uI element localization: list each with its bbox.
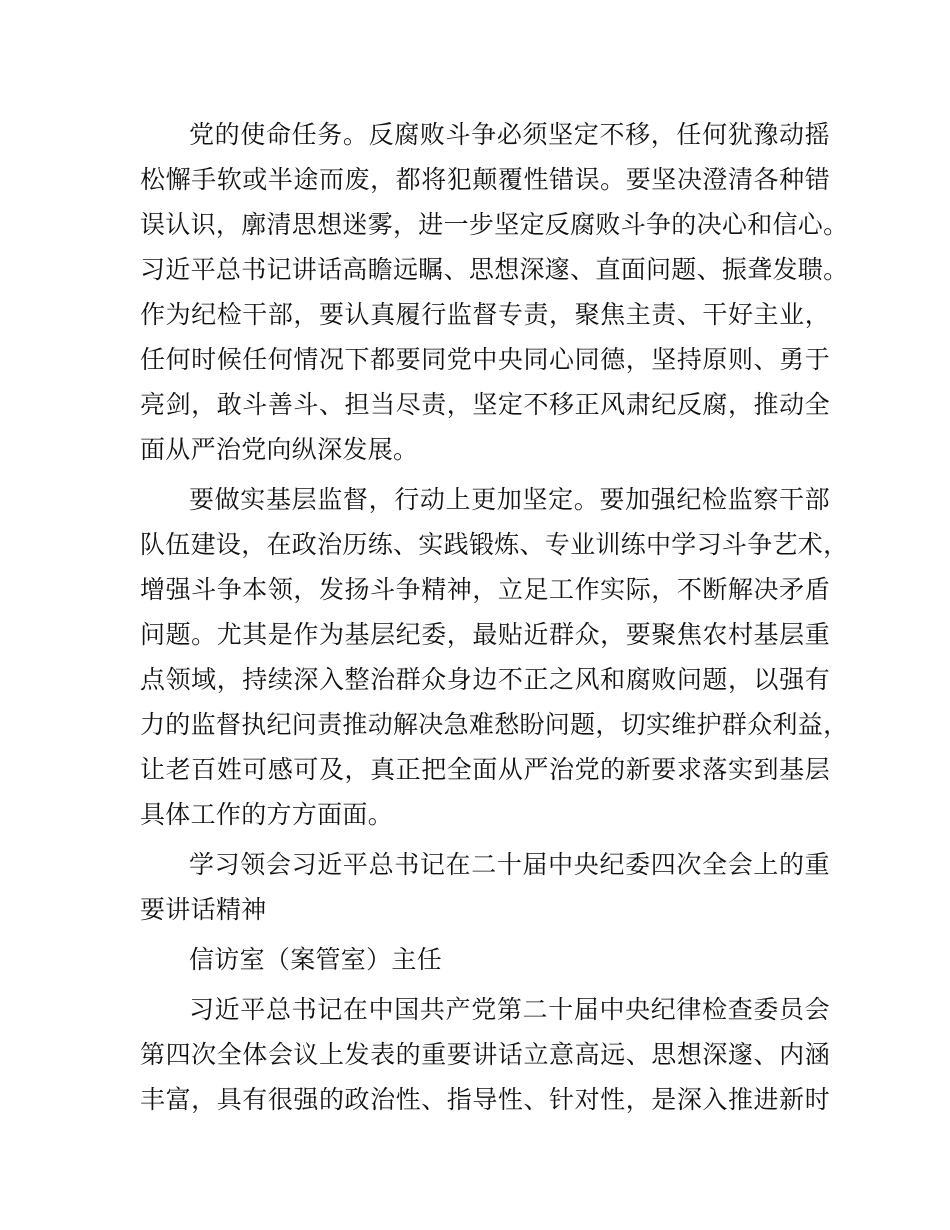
paragraph-1 [140, 112, 849, 472]
paragraph-line: 力的监督执纪问责推动解决急难愁盼问题，切实维护群众利益， [140, 710, 849, 739]
paragraph-line: 任何时候任何情况下都要同党中央同心同德，坚持原则、勇于 [140, 345, 830, 374]
paragraph-line: 误认识，廓清思想迷雾，进一步坚定反腐败斗争的决心和信心。 [140, 210, 849, 239]
document-body [140, 112, 849, 1122]
paragraph-5 [140, 987, 830, 1122]
author-role: 信访室（案管室）主任 [189, 945, 443, 974]
title-line: 要讲话精神 [140, 895, 267, 924]
title-line: 学习领会习近平总书记在二十届中央纪委四次全会上的重 [189, 850, 830, 879]
paragraph-line: 党的使命任务。反腐败斗争必须坚定不移，任何犹豫动摇 [189, 120, 830, 149]
paragraph-line: 丰富，具有很强的政治性、指导性、针对性，是深入推进新时 [140, 1085, 830, 1114]
paragraph-2 [140, 477, 849, 837]
paragraph-line: 点领域，持续深入整治群众身边不正之风和腐败问题，以强有 [140, 665, 830, 694]
paragraph-line: 作为纪检干部，要认真履行监督专责，聚焦主责、干好主业， [140, 300, 830, 329]
section-title [140, 842, 830, 932]
paragraph-line: 具体工作的方方面面。 [140, 800, 394, 829]
author-line [140, 937, 830, 982]
paragraph-line: 要做实基层监督，行动上更加坚定。要加强纪检监察干部 [189, 485, 830, 514]
paragraph-line: 亮剑，敢斗善斗、担当尽责，坚定不移正风肃纪反腐，推动全 [140, 390, 830, 419]
paragraph-line: 第四次全体会议上发表的重要讲话立意高远、思想深邃、内涵 [140, 1040, 830, 1069]
paragraph-line: 问题。尤其是作为基层纪委，最贴近群众，要聚焦农村基层重 [140, 620, 830, 649]
paragraph-line: 增强斗争本领，发扬斗争精神，立足工作实际，不断解决矛盾 [140, 575, 830, 604]
paragraph-line: 松懈手软或半途而废，都将犯颠覆性错误。要坚决澄清各种错 [140, 165, 830, 194]
paragraph-line: 习近平总书记在中国共产党第二十届中央纪律检查委员会 [189, 995, 830, 1024]
paragraph-line: 面从严治党向纵深发展。 [140, 435, 419, 464]
paragraph-line: 队伍建设，在政治历练、实践锻炼、专业训练中学习斗争艺术， [140, 530, 849, 559]
paragraph-line: 让老百姓可感可及，真正把全面从严治党的新要求落实到基层 [140, 755, 830, 784]
paragraph-line: 习近平总书记讲话高瞻远瞩、思想深邃、直面问题、振聋发聩。 [140, 255, 849, 284]
